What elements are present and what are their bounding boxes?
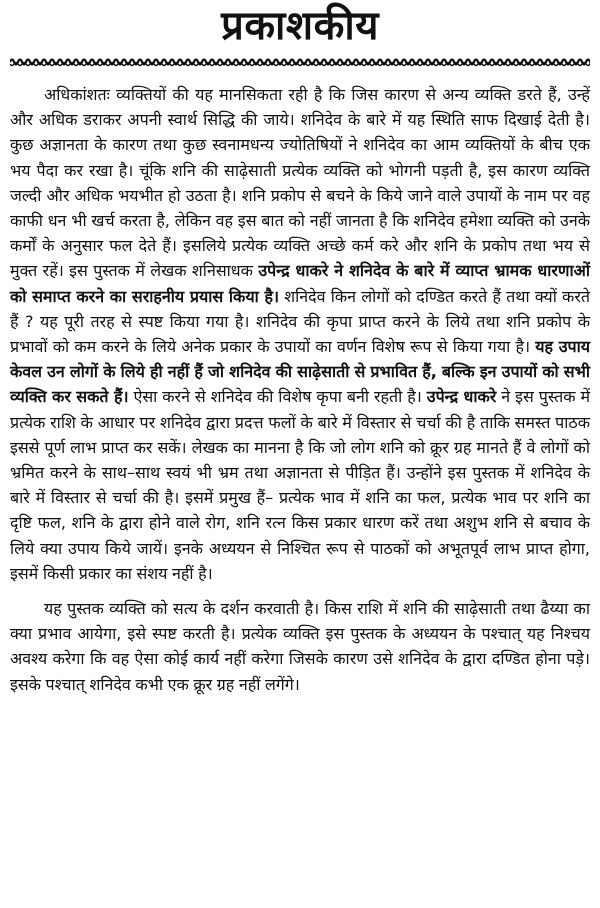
paragraph-1-text-c: ऐसा करने से शनिदेव की विशेष कृपा बनी रहती है। xyxy=(128,387,427,407)
paragraph-1-bold-b: यह उपाय केवल उन लोगों के लिये ही नहीं हैं जो शनिदेव की साढ़ेसाती से प्रभावित हैं, बल्कि इन उपायों को सभी व्यक्ति कर सकते हैं। xyxy=(10,337,590,407)
paragraph-1-text-a: अधिकांशतः व्यक्तियों की यह मानसिकता रही है कि जिस कारण से अन्य व्यक्ति डरते हैं, उन्हें और अधिक डराकर अपनी स्वार्थ सिद्धि की जाये। शनिदेव के बारे में यह स्थिति साफ दिखाई देती है। कुछ अज्ञानता के कारण तथा कुछ स्वनामधन्य ज्योतिषियों ने शनिदेव का आम व्यक्तियों के बीच एक भय पैदा कर रखा है। चूंकि शनि की साढ़ेसाती प्रत्येक व्यक्ति को भोगनी पड़ती है, इस कारण व्यक्ति जल्दी और अधिक भयभीत हो उठता है। शनि प्रकोप से बचने के किये जाने वाले उपायों के नाम पर वह काफी धन भी खर्च करता है, लेकिन वह इस बात को नहीं जानता है कि शनिदेव हमेशा व्यक्ति को उनके कर्मों के अनुसार फल देते हैं। इसलिये प्रत्येक व्यक्ति अच्छे कर्म करे और शनि के प्रकोप तथा भय से मुक्त रहें। इस पुस्तक में लेखक शनिसाधक xyxy=(10,85,590,281)
paragraph-2: यह पुस्तक व्यक्ति को सत्य के दर्शन करवाती है। किस राशि में शनि की साढ़ेसाती तथा ढैय्या का क्या प्रभाव आयेगा, इसे स्पष्ट करती है। प्रत्येक व्यक्ति इस पुस्तक के अध्ययन के पश्चात् यह निश्चय अवश्य करेगा कि वह ऐसा कोई कार्य नहीं करेगा जिसके कारण उसे शनिदेव के द्वारा दण्डित होना पड़े। इसके पश्चात् शनिदेव कभी एक क्रूर ग्रह नहीं लगेंगे। xyxy=(10,599,590,694)
paragraph-1-text-b: शनिदेव किन लोगों को दण्डित करते हैं तथा क्यों करते हैं ? यह पूरी तरह से स्पष्ट किया गया है। शनिदेव की कृपा प्राप्त करने के लिये तथा शनि प्रकोप के प्रभावों को कम करने के लिये अनेक प्रकार के उपायों का वर्णन विशेष रूप से किया गया है। xyxy=(10,286,590,357)
paragraph-1-text-d: ने इस पुस्तक में प्रत्येक राशि के आधार पर शनिदेव द्वारा प्रदत्त फलों के बारे में विस्तार से चर्चा की है ताकि समस्त पाठक इससे पूर्ण लाभ प्राप्त कर सकें। लेखक का मानना है कि जो लोग शनि को क्रूर ग्रह मानते हैं वे लोगों को भ्रमित करने के साथ–साथ स्वयं भी भ्रम तथा अज्ञानता से पीड़ित हैं। उन्होंने इस पुस्तक में शनिदेव के बारे में विस्तार से चर्चा की है। इसमें प्रमुख हैं– प्रत्येक भाव में शनि का फल, प्रत्येक भाव पर शनि का दृष्टि फल, शनि के द्वारा होने वाले रोग, शनि रत्न किस प्रकार धारण करें तथा अशुभ शनि से बचाव के लिये क्या उपाय किये जायें। इनके अध्ययन से निश्चित रूप से पाठकों को अभूतपूर्व लाभ प्राप्त होगा, इसमें किसी प्रकार का संशय नहीं है। xyxy=(10,387,591,583)
paragraph-1-bold-c: उपेन्द्र धाकरे xyxy=(426,387,497,407)
page-title: प्रकाशकीय xyxy=(221,3,379,49)
decorative-divider xyxy=(10,56,590,68)
paragraph-1 xyxy=(10,82,590,586)
body-text xyxy=(10,82,590,697)
paragraph-1-bold-a: उपेन्द्र धाकरे ने शनिदेव के बारे में व्याप्त भ्रामक धारणाओं को समाप्त करने का सराहनीय प्रयास किया है। xyxy=(10,261,590,306)
